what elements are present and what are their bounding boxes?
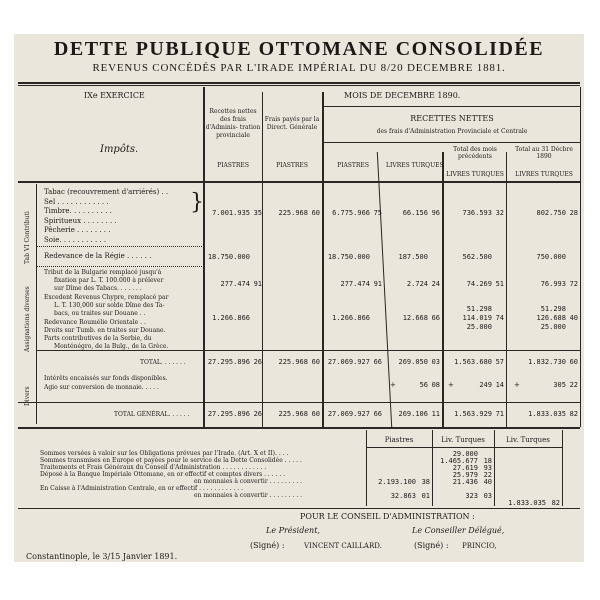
tab6-row: Timbre. . . . . . . . . . [44, 207, 112, 215]
roumelie-livres-c: 66 [431, 314, 440, 322]
summary-livres: 29.000 [452, 450, 478, 458]
summary-livres: 323 [465, 492, 478, 500]
summary-piastres-c: 38 [421, 478, 430, 486]
tab6-total-prec: 736.593 [462, 209, 492, 217]
sum-bottom-rule [18, 508, 580, 509]
summary-row-label: Sommes versées à valoir sur les Obligations prévues par l'Irade. (Art. X et II). . . . [40, 450, 289, 457]
tribut-total-prec: 74.269 [466, 280, 492, 288]
tab6-piastres-c: 75 [373, 209, 382, 217]
assign-row: Tribut de la Bulgarie remplacé jusqu'à [44, 269, 162, 276]
unit-piastres-2: PIASTRES [276, 162, 308, 169]
roumelie-recettes: 1.266.866 [212, 314, 250, 322]
total-total-prec-c: 57 [495, 358, 504, 366]
summary-livres: 27.619 [452, 464, 478, 472]
tribut-total-31-c: 72 [569, 280, 578, 288]
col-recettes-nettes-frais: Recettes nettes des frais d'Adminis- tration provinciale [205, 108, 261, 139]
document-title: DETTE PUBLIQUE OTTOMANE CONSOLIDÉE [53, 38, 545, 60]
impots-label: Impôts. [100, 144, 139, 155]
assign-row: sur Dîme des Tabacs. . . . . . . [54, 285, 142, 292]
summary-piastres: 32.863 [390, 492, 416, 500]
tribut-total-31: 76.993 [540, 280, 566, 288]
sum-col-4 [562, 430, 563, 506]
roumelie-piastres: 1.266.866 [332, 314, 370, 322]
roumelie-total-31-2: 126.688 [536, 314, 566, 322]
divers-total-31: 305 [553, 381, 566, 389]
tg-total-31-c: 82 [569, 410, 578, 418]
tab6-total-31-c: 28 [569, 209, 578, 217]
col-divider-1 [262, 92, 263, 427]
recettes-nettes-sub: des frais d'Administration Provinciale et Centrale [376, 128, 528, 135]
summary-livres: 21.436 [452, 478, 478, 486]
tab6-livres-c: 96 [431, 209, 440, 217]
sum-col-liv-2: Liv. Turques [506, 436, 550, 444]
assign-row: Redevance Roumélie Orientale . . [44, 319, 146, 326]
sum-total-liv-c: 82 [551, 499, 560, 507]
divers-row-2: Agio sur conversion de monnaie. . . . . [44, 384, 159, 391]
tribut-total-prec-c: 51 [495, 280, 504, 288]
tg-total-prec-c: 71 [495, 410, 504, 418]
roumelie-total-prec-1: 51.298 [466, 305, 492, 313]
divers-total-prec-c: 14 [495, 381, 504, 389]
divers-total-prec: 249 [479, 381, 492, 389]
roumelie-livres: 12.668 [402, 314, 428, 322]
unit-livres-1: LIVRES TURQUES [386, 162, 444, 169]
assign-row: Excedent Revenus Chypre, remplacé par [44, 294, 169, 301]
divers-total-31-plus: + [514, 381, 520, 389]
tab6-frais: 225.968 [278, 209, 308, 217]
recettes-nettes-title: RECETTES NETTES [410, 114, 494, 123]
sum-total-liv: 1.833.035 [508, 499, 546, 507]
summary-livres-c: 18 [483, 457, 492, 465]
summary-livres: 1.465.677 [440, 457, 478, 465]
tribut-piastres: 277.474 [340, 280, 370, 288]
tribut-piastres-c: 91 [373, 280, 382, 288]
roumelie-total-prec-2c: 74 [495, 314, 504, 322]
total-total-31: 1.832.730 [528, 358, 566, 366]
rule-total [36, 350, 580, 351]
divers-total-31-c: 22 [569, 381, 578, 389]
tg-frais: 225.968 [278, 410, 308, 418]
unit-livres-3: LIVRES TURQUES [515, 171, 573, 178]
president-label: Le Président, [266, 526, 320, 535]
summary-row-label: En Caisse à l'Administration Centrale, en or effectif . . . . . . . . . . . . [40, 485, 244, 492]
tab6-row: Spiritueux . . . . . . . . [44, 216, 117, 225]
tab6-frais-c: 60 [311, 209, 320, 217]
regie-total-31: 750.000 [536, 253, 566, 261]
roumelie-total-prec-2: 114.019 [462, 314, 492, 322]
rule-total-general [18, 402, 580, 403]
assign-row: fixation par L. T. 100.000 à prélever [54, 277, 164, 284]
signe-1: (Signé) : [250, 541, 285, 550]
assign-row: Monténégro, de la Bulg., de la Grèce. [54, 343, 169, 350]
tribut-livres: 2.724 [406, 280, 428, 288]
summary-row-label: en monnaies à convertir . . . . . . . . . [194, 478, 303, 485]
divers-row-1: Intérêts encaissés sur fonds disponibles. [44, 375, 168, 382]
document-subtitle: REVENUS CONCÉDÉS PAR L'IRADE IMPÉRIAL DU 8/20 DECEMBRE 1881. [92, 62, 506, 74]
tg-piastres-c: 66 [373, 410, 382, 418]
assign-row: bacs, ou traites sur Douane . . [54, 310, 146, 317]
tab6-recettes-c: 35 [253, 209, 262, 217]
tg-total-31: 1.833.035 [528, 410, 566, 418]
tab6-row: Soie. . . . . . . . . . . [44, 235, 107, 244]
assign-row: L. T. 130,000 sur solde Dîme des Ta- [54, 302, 165, 309]
tg-livres: 269.106 [398, 410, 428, 418]
tribut-recettes-c: 91 [253, 280, 262, 288]
place-date: Constantinople, le 3/15 Janvier 1891. [26, 552, 178, 561]
summary-row-label: Traitements et Frais Généraux du Conseil d'Administration . . . . . . . . . . . . [40, 464, 267, 471]
total-total-prec: 1.563.680 [454, 358, 492, 366]
divers-livres-c: 08 [431, 381, 440, 389]
regie-total-prec: 562.500 [462, 253, 492, 261]
group-assignations: Assignations diverses [24, 286, 31, 352]
document-page [14, 34, 584, 562]
summary-row-label: Sommes transmises en Europe et payées pour le service de la Dette Consolidée . . . . . [40, 457, 302, 464]
tribut-recettes: 277.474 [220, 280, 250, 288]
group-divers: Divers [24, 386, 31, 406]
tab6-total-31: 802.750 [536, 209, 566, 217]
roumelie-total-31-1: 51.298 [540, 305, 566, 313]
summary-livres-c: 22 [483, 471, 492, 479]
summary-livres-c: 93 [483, 464, 492, 472]
tab6-total-prec-c: 32 [495, 209, 504, 217]
divers-total-prec-plus: + [448, 381, 454, 389]
exercice-label: IXe EXERCICE [84, 91, 145, 100]
sum-col-liv-1: Liv. Turques [441, 436, 485, 444]
delegue-name: PRINCIO, [462, 542, 497, 550]
regie-piastres: 18.750.000 [327, 253, 370, 261]
rule-header-bottom [18, 181, 580, 183]
tab6-piastres: 6.775.966 [332, 209, 370, 217]
sum-header-rule [366, 447, 562, 448]
roumelie-total-31-2c: 40 [569, 314, 578, 322]
tab6-recettes: 7.001.935 [212, 209, 250, 217]
total-piastres-c: 66 [373, 358, 382, 366]
summary-piastres-c: 01 [421, 492, 430, 500]
mois-label: MOIS DE DECEMBRE 1890. [344, 91, 461, 100]
total-livres-c: 03 [431, 358, 440, 366]
summary-row-label: Déposé à la Banque Impériale Ottomane, en or effectif et comptes divers . . . . . . [40, 471, 286, 478]
total-recettes-c: 26 [253, 358, 262, 366]
regie-label: Redevance de la Régie . . . . . . [44, 252, 152, 260]
summary-livres-c: 40 [483, 478, 492, 486]
signe-2: (Signé) : [414, 541, 449, 550]
col-divider-4 [442, 152, 444, 427]
divers-livres-plus: + [390, 381, 396, 389]
president-name: VINCENT CAILLARD. [304, 542, 382, 550]
tg-frais-c: 60 [311, 410, 320, 418]
col-total-mois: Total des mois précédents [453, 146, 497, 160]
tab6-row: Sel . . . . . . . . . . . . [44, 197, 109, 206]
unit-livres-2: LIVRES TURQUES [446, 171, 504, 178]
total-frais-c: 60 [311, 358, 320, 366]
roumelie-total-31-3: 25.000 [540, 323, 566, 331]
col-total-31: Total au 31 Décbre 1890 [515, 146, 573, 160]
unit-piastres-3: PIASTRES [337, 162, 369, 169]
brace-tab6: } [190, 190, 204, 215]
total-total-31-c: 60 [569, 358, 578, 366]
rule-top-2 [18, 85, 580, 86]
summary-piastres: 2.193.100 [378, 478, 416, 486]
rule-regie [36, 246, 204, 247]
col-frais-payes: Frais payés par la Direct. Générale [264, 116, 320, 131]
col-divider-5 [506, 152, 507, 427]
tab6-row: Pêcherie . . . . . . . . [44, 226, 111, 234]
regie-recettes: 18.750.000 [207, 253, 250, 261]
delegue-label: Le Conseiller Délégué, [412, 526, 505, 535]
rule-top [18, 82, 580, 84]
col-divider-right [580, 87, 581, 427]
total-frais: 225.968 [278, 358, 308, 366]
summary-livres: 25.979 [452, 471, 478, 479]
rule-mois [322, 106, 580, 107]
divers-livres: 56 [419, 381, 428, 389]
regie-livres: 187.500 [398, 253, 428, 261]
rule-assign [36, 266, 204, 267]
rule-rn [322, 142, 580, 143]
total-label: TOTAL. . . . . . . [140, 359, 186, 366]
assign-row: Droits sur Tumb. en traites sur Douane. [44, 327, 166, 334]
group-divider [36, 184, 37, 424]
group-tab6: Tab VI Contributi [24, 211, 31, 264]
tribut-livres-c: 24 [431, 280, 440, 288]
tab6-livres: 66.156 [402, 209, 428, 217]
total-general-label: TOTAL GÉNÉRAL. . . . . . [114, 411, 190, 418]
roumelie-total-prec-3: 25.000 [466, 323, 492, 331]
tg-piastres: 27.069.927 [327, 410, 370, 418]
total-piastres: 27.069.927 [327, 358, 370, 366]
summary-row-label: en monnaies à convertir . . . . . . . . . [194, 492, 303, 499]
total-recettes: 27.295.896 [207, 358, 250, 366]
tg-livres-c: 11 [431, 410, 440, 418]
summary-livres-c: 03 [483, 492, 492, 500]
sum-col-piastres: Piastres [384, 436, 414, 444]
tg-recettes-c: 26 [253, 410, 262, 418]
unit-piastres-1: PIASTRES [217, 162, 249, 169]
tg-recettes: 27.295.896 [207, 410, 250, 418]
tab6-row: Tabac (recouvrement d'arriérés) . . [44, 188, 169, 196]
conseil-label: POUR LE CONSEIL D'ADMINISTRATION : [300, 512, 475, 521]
tg-total-prec: 1.563.929 [454, 410, 492, 418]
total-livres: 269.050 [398, 358, 428, 366]
assign-row: Parts contributives de la Serbie, du [44, 335, 152, 342]
rule-table-bottom [18, 427, 580, 429]
